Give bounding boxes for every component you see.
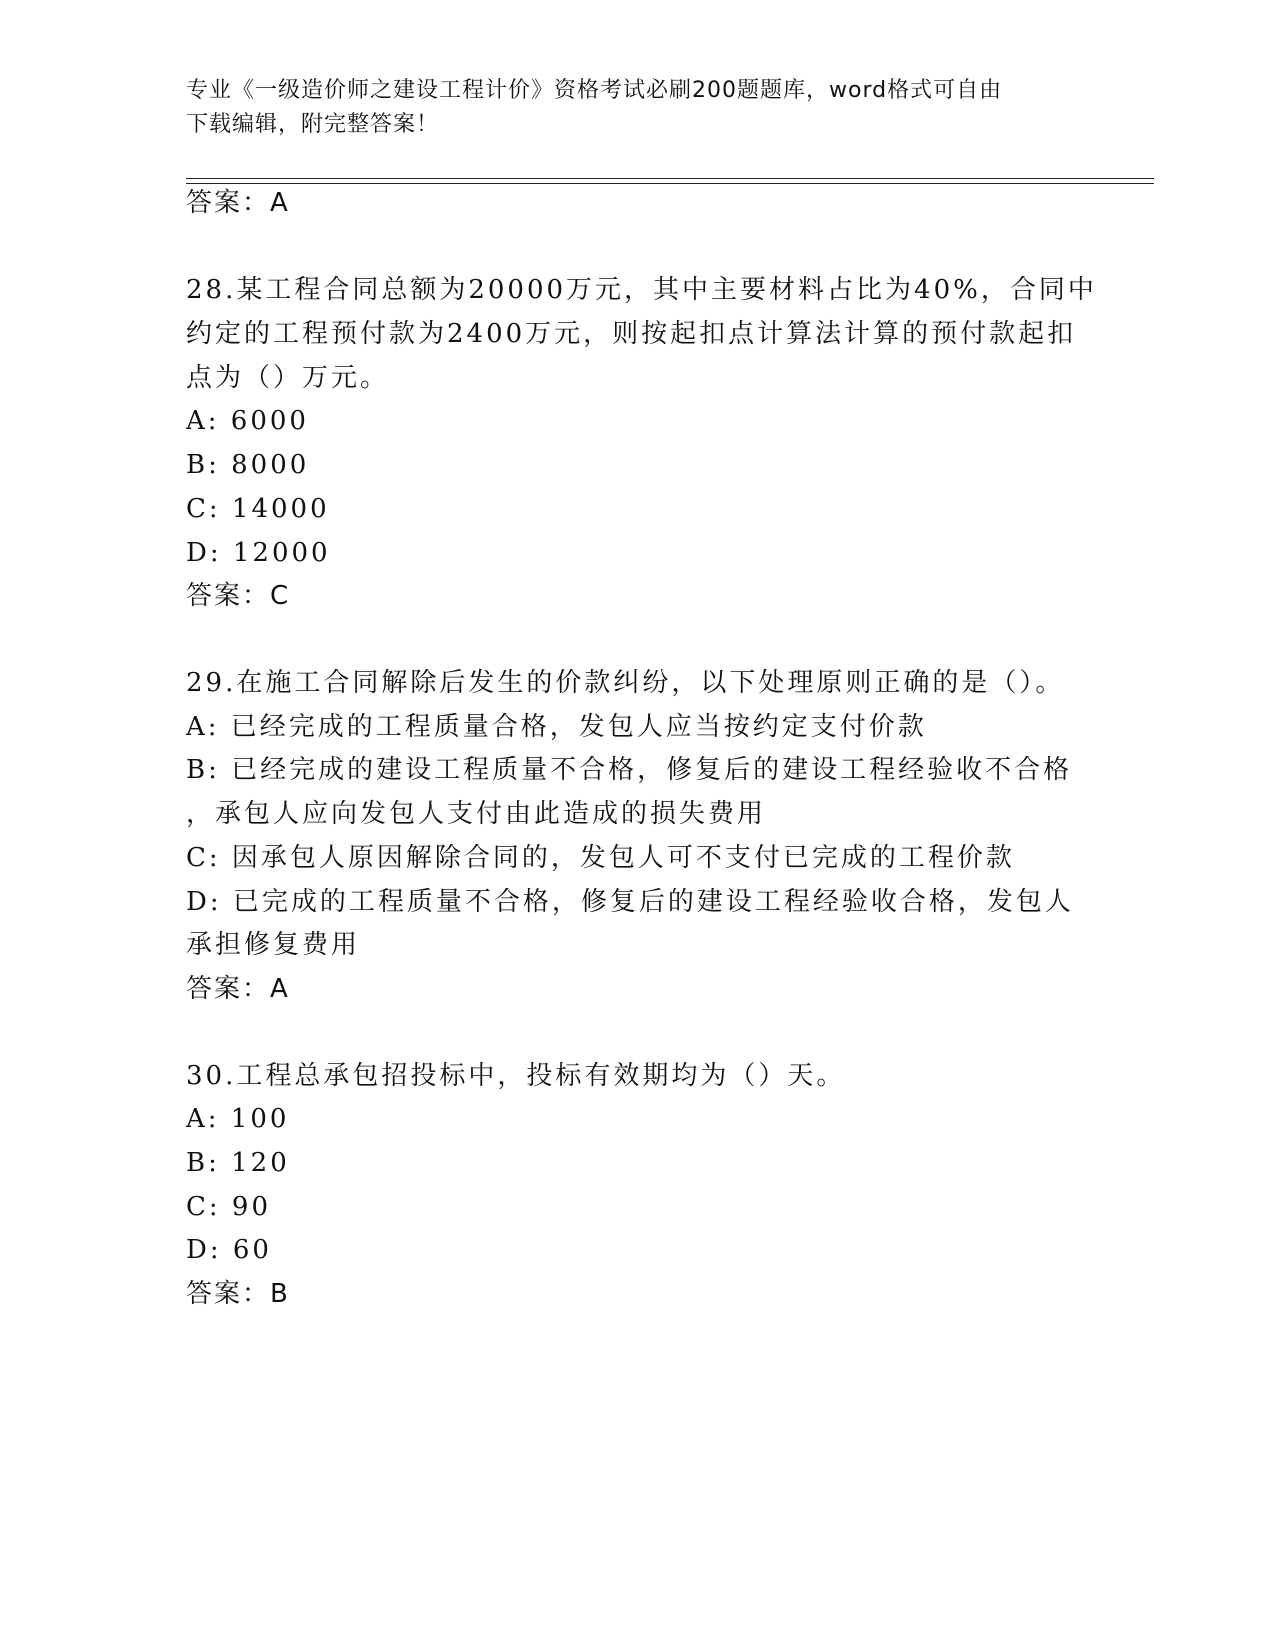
question-28-line-3: 点为（）万元。 [186, 363, 390, 393]
question-29-option-a: A: 已经完成的工程质量合格，发包人应当按约定支付价款 [186, 712, 927, 742]
question-28-line-2: 约定的工程预付款为2400万元，则按起扣点计算法计算的预付款起扣 [186, 319, 1077, 349]
question-29-option-d-cont: 承担修复费用 [186, 930, 361, 960]
question-28-line-1: 28.某工程合同总额为20000万元，其中主要材料占比为40%，合同中 [186, 275, 1097, 305]
previous-answer: 答案：A [186, 188, 290, 218]
question-28-option-b: B: 8000 [186, 450, 310, 480]
question-30-option-c: C: 90 [186, 1192, 272, 1222]
question-30-option-d: D: 60 [186, 1235, 272, 1265]
question-29-option-b: B: 已经完成的建设工程质量不合格，修复后的建设工程经验收不合格 [186, 755, 1073, 785]
question-29-option-c: C: 因承包人原因解除合同的，发包人可不支付已完成的工程价款 [186, 843, 1015, 873]
question-29-line-1: 29.在施工合同解除后发生的价款纠纷，以下处理原则正确的是（）。 [186, 668, 1065, 698]
question-29-answer: 答案：A [186, 974, 290, 1004]
header-divider-bottom [186, 183, 1154, 184]
header-divider-top [186, 178, 1154, 179]
question-28-option-a: A: 6000 [186, 406, 309, 436]
question-30-line-1: 30.工程总承包招投标中，投标有效期均为（）天。 [186, 1061, 846, 1091]
header-line-2: 下载编辑，附完整答案！ [186, 112, 440, 137]
question-28-option-c: C: 14000 [186, 494, 330, 524]
question-30-option-b: B: 120 [186, 1148, 290, 1178]
question-30-answer: 答案：B [186, 1279, 290, 1309]
header-line-1: 专业《一级造价师之建设工程计价》资格考试必刷200题题库，word格式可自由 [186, 78, 1003, 103]
question-28-option-d: D: 12000 [186, 538, 331, 568]
document-header [186, 74, 1086, 142]
question-30-option-a: A: 100 [186, 1104, 290, 1134]
question-29-option-b-cont: ，承包人应向发包人支付由此造成的损失费用 [186, 799, 767, 829]
question-29-option-d: D: 已完成的工程质量不合格，修复后的建设工程经验收合格，发包人 [186, 887, 1074, 917]
question-28-answer: 答案：C [186, 581, 291, 611]
